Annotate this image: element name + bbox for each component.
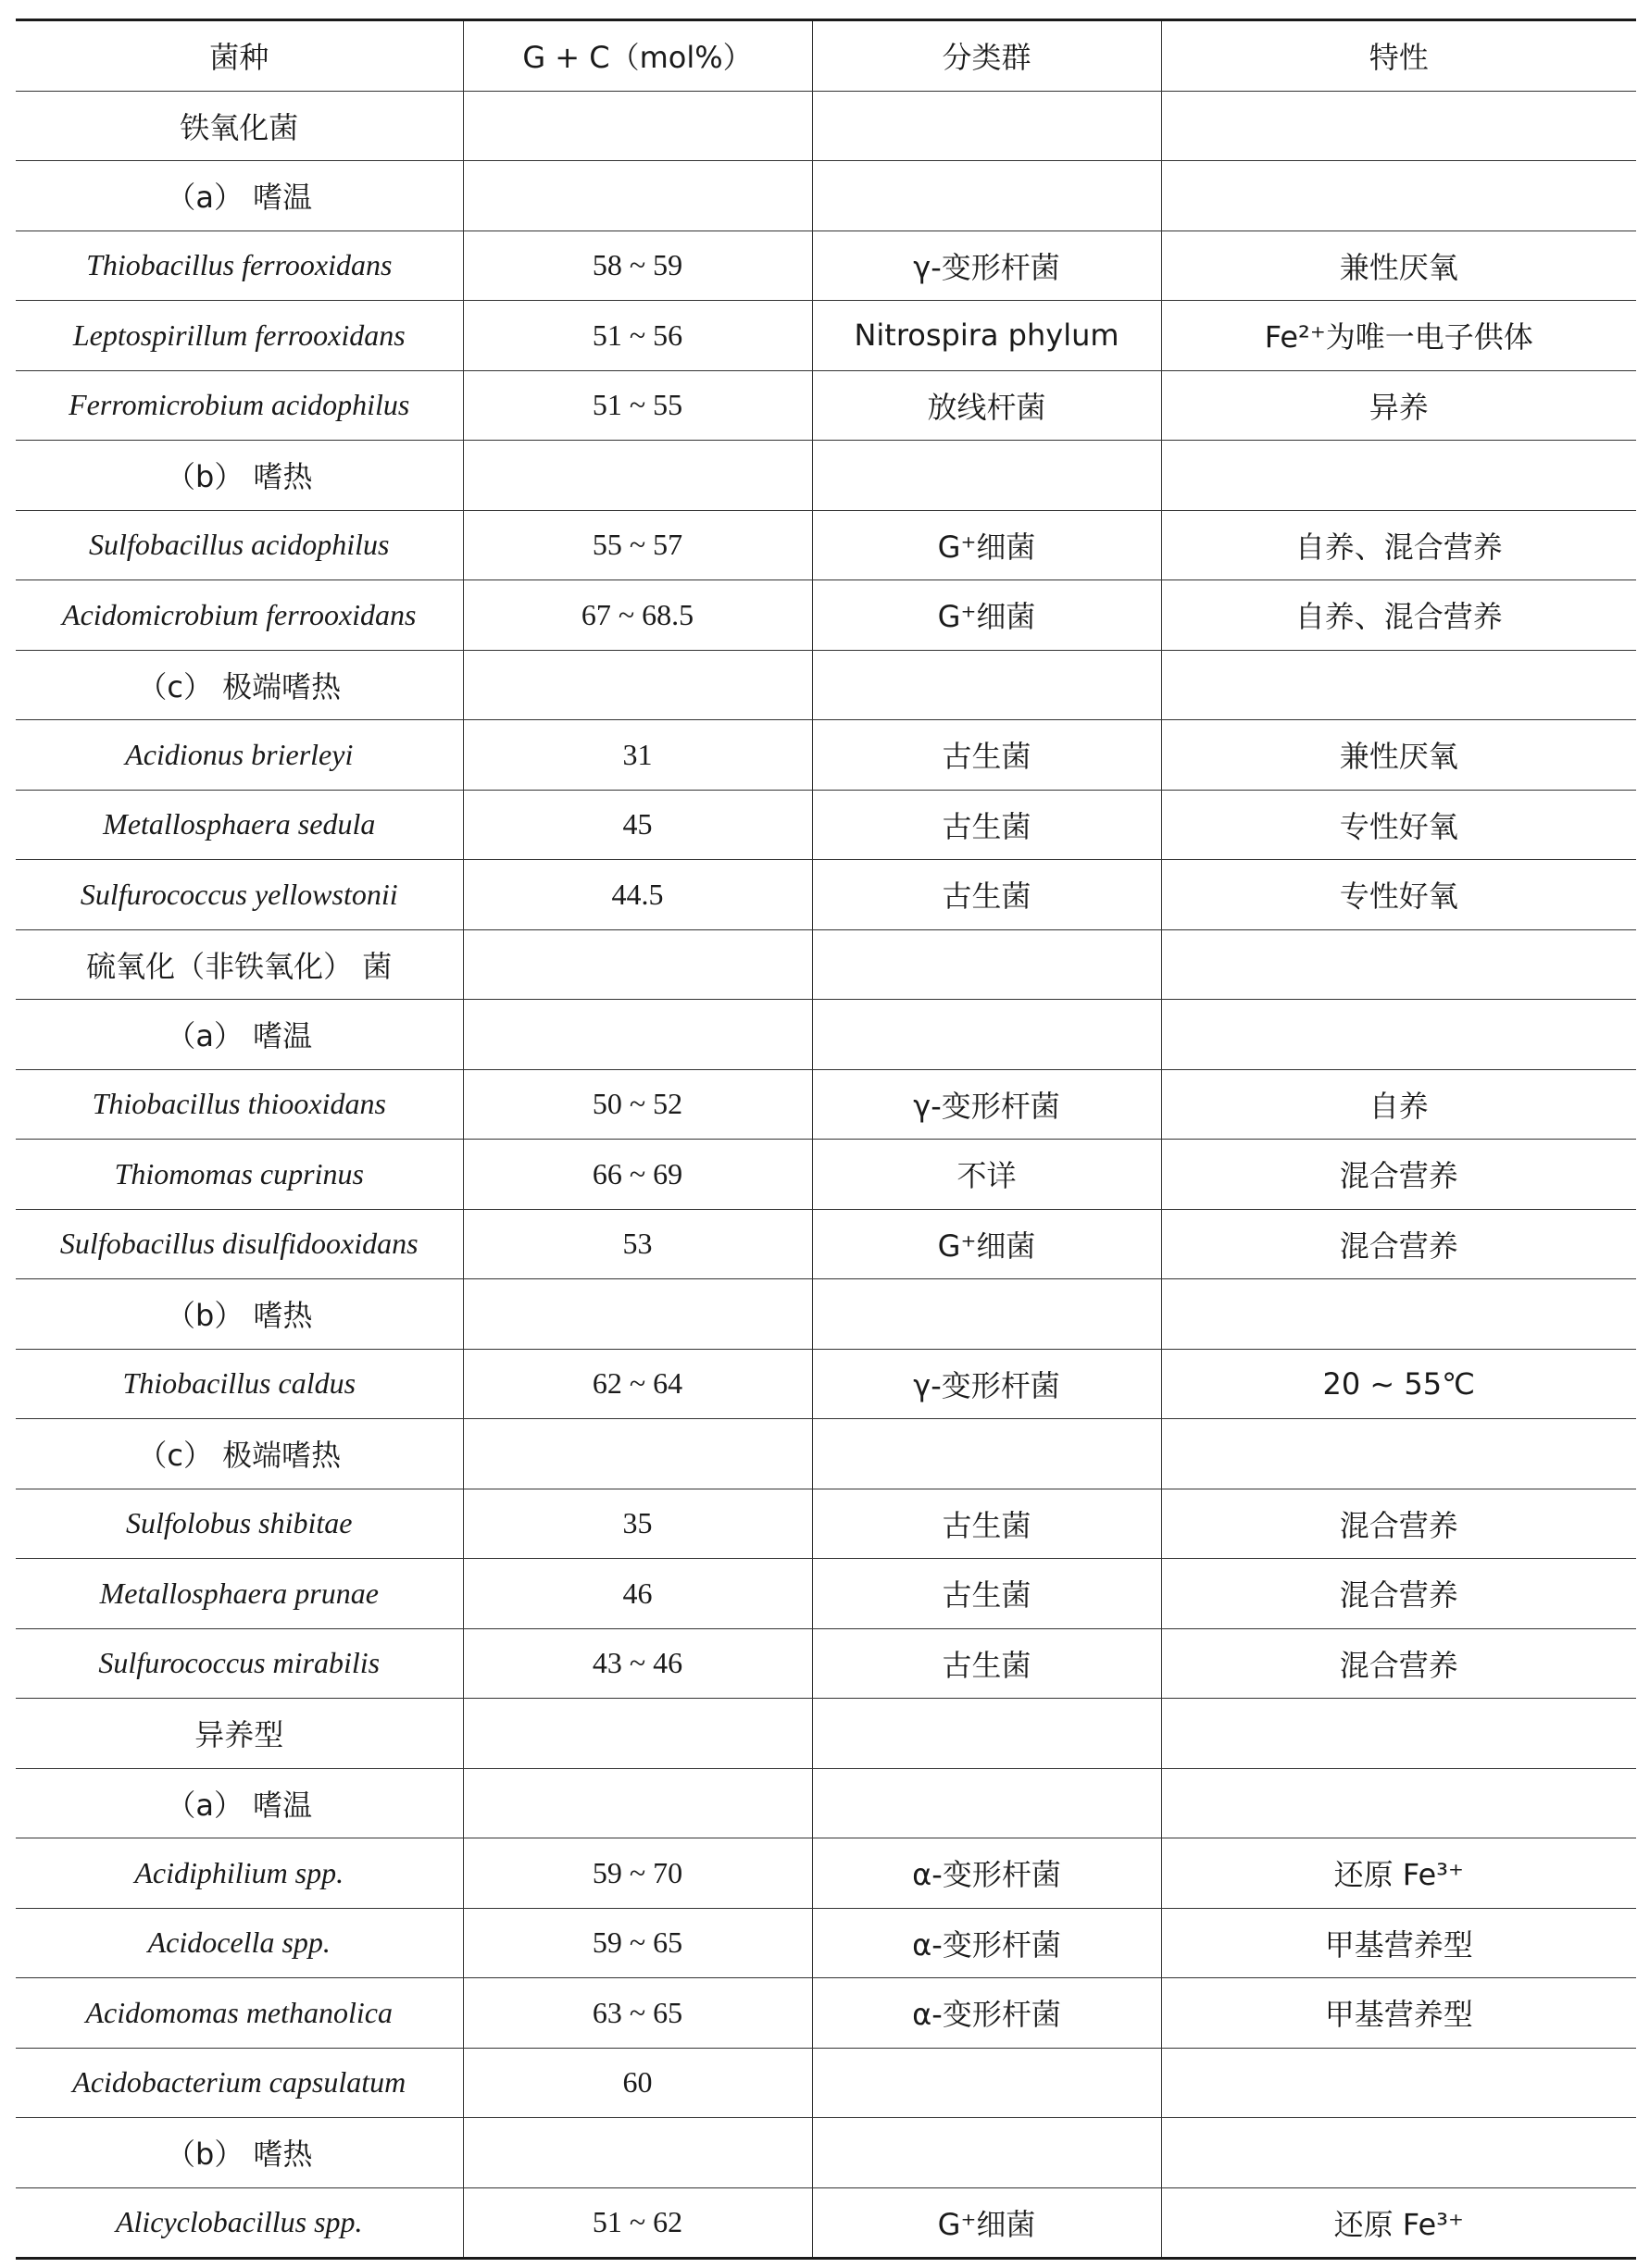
table-row [16,1209,1636,1279]
strain-cell: Thiobacillus ferrooxidans [16,231,463,301]
subgroup-row [16,1279,1636,1350]
table-row [16,2187,1636,2257]
taxon-cell: 古生菌 [812,720,1161,791]
gc-cell: 43 ~ 46 [463,1628,812,1699]
trait-cell: 混合营养 [1161,1628,1636,1699]
taxon-cell: 古生菌 [812,1559,1161,1629]
trait-cell [1161,161,1636,231]
subgroup-row [16,2118,1636,2188]
taxon-cell: G⁺细菌 [812,1209,1161,1279]
strain-cell: Thiomomas cuprinus [16,1140,463,1210]
table-row [16,1628,1636,1699]
strain-cell: Ferromicrobium acidophilus [16,370,463,441]
taxon-cell [812,161,1161,231]
strain-cell: 异养型 [16,1699,463,1769]
taxon-cell: 古生菌 [812,790,1161,860]
trait-cell: 还原 Fe³⁺ [1161,2187,1636,2257]
table-row [16,860,1636,930]
taxon-cell: G⁺细菌 [812,2187,1161,2257]
trait-cell: 混合营养 [1161,1559,1636,1629]
trait-cell: 混合营养 [1161,1140,1636,1210]
table-row [16,370,1636,441]
trait-cell: 甲基营养型 [1161,1908,1636,1978]
strain-cell: Thiobacillus thiooxidans [16,1069,463,1140]
trait-cell: 混合营养 [1161,1209,1636,1279]
gc-cell: 45 [463,790,812,860]
taxon-cell: 古生菌 [812,1489,1161,1559]
taxon-cell [812,441,1161,511]
gc-cell [463,2118,812,2188]
strain-cell: （b） 嗜热 [16,441,463,511]
gc-cell: 55 ~ 57 [463,510,812,580]
taxon-cell [812,1279,1161,1350]
gc-cell [463,91,812,161]
taxon-cell: G⁺细菌 [812,580,1161,651]
strain-table-container [16,19,1636,2260]
trait-cell: 兼性厌氧 [1161,720,1636,791]
gc-cell: 44.5 [463,860,812,930]
header-trait: 特性 [1161,21,1636,91]
subgroup-row [16,1419,1636,1489]
strain-cell: Acidionus brierleyi [16,720,463,791]
taxon-cell: γ-变形杆菌 [812,1069,1161,1140]
taxon-cell [812,1000,1161,1070]
trait-cell [1161,929,1636,1000]
taxon-cell [812,650,1161,720]
strain-cell: （b） 嗜热 [16,2118,463,2188]
taxon-cell [812,929,1161,1000]
gc-cell [463,929,812,1000]
gc-cell: 51 ~ 56 [463,301,812,371]
trait-cell: 异养 [1161,370,1636,441]
trait-cell [1161,1419,1636,1489]
table-row [16,1559,1636,1629]
strain-cell: （c） 极端嗜热 [16,650,463,720]
gc-cell [463,1768,812,1838]
taxon-cell: Nitrospira phylum [812,301,1161,371]
subgroup-row [16,650,1636,720]
strain-cell: Sulfurococcus mirabilis [16,1628,463,1699]
trait-cell [1161,441,1636,511]
taxon-cell: α-变形杆菌 [812,1838,1161,1909]
group-header-row [16,91,1636,161]
trait-cell [1161,2048,1636,2118]
taxon-cell [812,2048,1161,2118]
gc-cell: 46 [463,1559,812,1629]
header-strain: 菌种 [16,21,463,91]
header-taxon: 分类群 [812,21,1161,91]
gc-cell: 59 ~ 70 [463,1838,812,1909]
table-row [16,301,1636,371]
subgroup-row [16,1768,1636,1838]
strain-cell: Sulfolobus shibitae [16,1489,463,1559]
trait-cell: 自养 [1161,1069,1636,1140]
strain-cell: 硫氧化（非铁氧化） 菌 [16,929,463,1000]
table-bottom-rule [16,2257,1636,2260]
group-header-row [16,929,1636,1000]
trait-cell [1161,91,1636,161]
strain-cell: Leptospirillum ferrooxidans [16,301,463,371]
table-row [16,2048,1636,2118]
gc-cell [463,1279,812,1350]
table-body [16,91,1636,2257]
table-row [16,580,1636,651]
subgroup-row [16,441,1636,511]
trait-cell: 兼性厌氧 [1161,231,1636,301]
gc-cell [463,161,812,231]
strain-cell: （a） 嗜温 [16,1000,463,1070]
header-gc-content: G + C（mol%） [463,21,812,91]
trait-cell: 混合营养 [1161,1489,1636,1559]
strain-cell: Alicyclobacillus spp. [16,2187,463,2257]
strain-cell: （a） 嗜温 [16,1768,463,1838]
gc-cell [463,650,812,720]
taxon-cell [812,91,1161,161]
trait-cell: 还原 Fe³⁺ [1161,1838,1636,1909]
trait-cell: 自养、混合营养 [1161,580,1636,651]
trait-cell: 20 ~ 55℃ [1161,1349,1636,1419]
taxon-cell: α-变形杆菌 [812,1908,1161,1978]
taxon-cell [812,1419,1161,1489]
table-row [16,1489,1636,1559]
taxon-cell: 放线杆菌 [812,370,1161,441]
trait-cell [1161,1768,1636,1838]
group-header-row [16,1699,1636,1769]
strain-cell: Metallosphaera sedula [16,790,463,860]
strain-cell: Acidobacterium capsulatum [16,2048,463,2118]
taxon-cell: γ-变形杆菌 [812,231,1161,301]
strain-cell: （c） 极端嗜热 [16,1419,463,1489]
gc-cell: 50 ~ 52 [463,1069,812,1140]
gc-cell [463,1699,812,1769]
taxon-cell: γ-变形杆菌 [812,1349,1161,1419]
trait-cell [1161,1699,1636,1769]
table-row [16,720,1636,791]
gc-cell [463,441,812,511]
gc-cell: 51 ~ 55 [463,370,812,441]
strain-cell: Acidomicrobium ferrooxidans [16,580,463,651]
table-row [16,1908,1636,1978]
trait-cell: 自养、混合营养 [1161,510,1636,580]
strain-cell: Acidiphilium spp. [16,1838,463,1909]
strain-cell: Thiobacillus caldus [16,1349,463,1419]
taxon-cell: 古生菌 [812,860,1161,930]
taxon-cell: 古生菌 [812,1628,1161,1699]
gc-cell: 31 [463,720,812,791]
gc-cell: 58 ~ 59 [463,231,812,301]
strain-cell: Acidocella spp. [16,1908,463,1978]
gc-cell: 51 ~ 62 [463,2187,812,2257]
taxon-cell: G⁺细菌 [812,510,1161,580]
taxon-cell: 不详 [812,1140,1161,1210]
gc-cell [463,1419,812,1489]
trait-cell [1161,650,1636,720]
gc-cell: 63 ~ 65 [463,1978,812,2049]
table-row [16,1838,1636,1909]
gc-cell: 59 ~ 65 [463,1908,812,1978]
strain-cell: Metallosphaera prunae [16,1559,463,1629]
strain-cell: （b） 嗜热 [16,1279,463,1350]
trait-cell: 专性好氧 [1161,790,1636,860]
trait-cell [1161,1279,1636,1350]
strain-cell: （a） 嗜温 [16,161,463,231]
taxon-cell: α-变形杆菌 [812,1978,1161,2049]
table-row [16,1069,1636,1140]
strain-cell: Sulfurococcus yellowstonii [16,860,463,930]
taxon-cell [812,1699,1161,1769]
subgroup-row [16,161,1636,231]
strain-cell: 铁氧化菌 [16,91,463,161]
gc-cell: 66 ~ 69 [463,1140,812,1210]
taxon-cell [812,1768,1161,1838]
trait-cell: 专性好氧 [1161,860,1636,930]
table-row [16,1978,1636,2049]
gc-cell: 60 [463,2048,812,2118]
gc-cell: 53 [463,1209,812,1279]
table-header-row [16,21,1636,91]
gc-cell: 35 [463,1489,812,1559]
table-row [16,1349,1636,1419]
taxon-cell [812,2118,1161,2188]
table-row [16,231,1636,301]
table-row [16,790,1636,860]
gc-cell: 67 ~ 68.5 [463,580,812,651]
strain-cell: Sulfobacillus disulfidooxidans [16,1209,463,1279]
trait-cell: 甲基营养型 [1161,1978,1636,2049]
trait-cell [1161,2118,1636,2188]
subgroup-row [16,1000,1636,1070]
strain-cell: Acidomomas methanolica [16,1978,463,2049]
trait-cell: Fe²⁺为唯一电子供体 [1161,301,1636,371]
strain-cell: Sulfobacillus acidophilus [16,510,463,580]
gc-cell: 62 ~ 64 [463,1349,812,1419]
table-row [16,1140,1636,1210]
table-row [16,510,1636,580]
strain-table [16,21,1636,2257]
gc-cell [463,1000,812,1070]
trait-cell [1161,1000,1636,1070]
